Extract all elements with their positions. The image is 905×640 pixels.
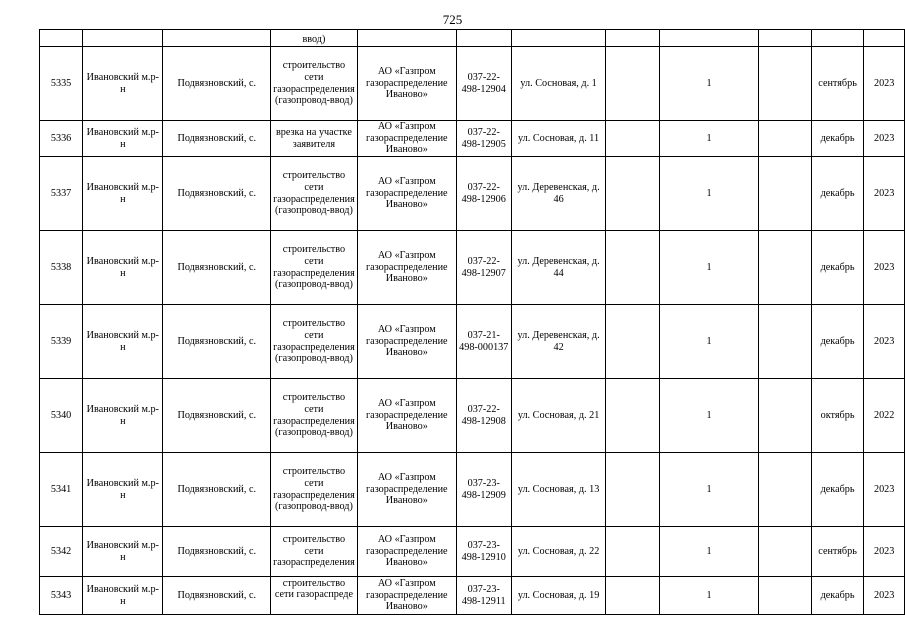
code-text: 037-22-498-12904 — [461, 71, 506, 95]
month-text: декабрь — [820, 483, 855, 495]
organization-text: АО «Газпром газораспределение Иваново» — [366, 398, 448, 433]
cell-empty — [606, 527, 659, 577]
table-body — [40, 30, 905, 615]
cell-address — [511, 379, 606, 453]
work-type-text: строительство сети газораспределения (газопровод-ввод) — [273, 392, 355, 439]
cell-empty — [759, 379, 811, 453]
work-type-text: ввод) — [302, 33, 326, 45]
cell-organization — [357, 47, 456, 121]
work-type-text: строительство сети газораспределения (газопровод-ввод) — [273, 244, 355, 291]
organization-text: АО «Газпром газораспределение Иваново» — [366, 472, 448, 507]
cell-empty — [606, 121, 659, 157]
work-type-text: строительство сети газораспределения (газопровод-ввод) — [273, 170, 355, 217]
cell-quantity — [659, 527, 759, 577]
quantity-text: 1 — [706, 483, 712, 495]
district-text: Ивановский м.р-н — [86, 539, 159, 563]
cell-organization — [357, 121, 456, 157]
district-text: Ивановский м.р-н — [86, 126, 159, 150]
month-text: декабрь — [820, 187, 855, 199]
cell-year — [864, 453, 905, 527]
cell-code — [456, 527, 511, 577]
cell-quantity — [659, 305, 759, 379]
cell-organization — [357, 527, 456, 577]
cell-organization — [357, 305, 456, 379]
cell-empty — [864, 30, 905, 47]
cell-organization — [357, 231, 456, 305]
locality-text: Подвязновский, с. — [177, 483, 257, 495]
table-row-continued — [40, 30, 905, 47]
organization-text: АО «Газпром газораспределение Иваново» — [366, 250, 448, 285]
month-text: декабрь — [820, 132, 855, 144]
cell-quantity — [659, 453, 759, 527]
cell-organization — [357, 453, 456, 527]
cell-empty — [83, 30, 163, 47]
work-type-text: строительство сети газораспределения (газопровод-ввод) — [273, 318, 355, 365]
cell-work-type — [271, 577, 358, 615]
cell-organization — [357, 157, 456, 231]
cell-code — [456, 231, 511, 305]
cell-code — [456, 379, 511, 453]
cell-year — [864, 305, 905, 379]
code-text: 037-23-498-12911 — [461, 583, 506, 607]
cell-number — [40, 231, 83, 305]
page-number: 725 — [442, 12, 463, 27]
cell-work-type — [271, 527, 358, 577]
year-text: 2023 — [873, 483, 895, 495]
cell-month — [811, 527, 864, 577]
locality-text: Подвязновский, с. — [177, 132, 257, 144]
cell-address — [511, 47, 606, 121]
cell-year — [864, 121, 905, 157]
cell-year — [864, 231, 905, 305]
registry-table — [39, 29, 905, 615]
number-text: 5339 — [50, 335, 72, 347]
work-type-text: строительство сети газораспределения (газопровод-ввод) — [273, 466, 355, 513]
cell-district — [83, 453, 163, 527]
cell-address — [511, 157, 606, 231]
number-text: 5342 — [50, 545, 72, 557]
quantity-text: 1 — [706, 589, 712, 601]
work-type-text: строительство сети газораспределения (газопровод-ввод) — [273, 60, 355, 107]
cell-locality — [163, 305, 271, 379]
code-text: 037-22-498-12908 — [461, 403, 506, 427]
work-type-text: врезка на участке заявителя — [275, 126, 352, 150]
table-row — [40, 157, 905, 231]
year-text: 2022 — [873, 409, 895, 421]
cell-work-type — [271, 305, 358, 379]
table-row — [40, 231, 905, 305]
cell-locality — [163, 379, 271, 453]
code-text: 037-23-498-12909 — [461, 477, 506, 501]
locality-text: Подвязновский, с. — [177, 261, 257, 273]
code-text: 037-22-498-12906 — [461, 181, 506, 205]
cell-empty — [759, 30, 811, 47]
cell-address — [511, 231, 606, 305]
number-text: 5343 — [50, 589, 72, 601]
cell-empty — [606, 157, 659, 231]
address-text: ул. Сосновая, д. 19 — [517, 589, 600, 601]
locality-text: Подвязновский, с. — [177, 77, 257, 89]
cell-address — [511, 453, 606, 527]
cell-empty — [759, 47, 811, 121]
code-text: 037-22-498-12905 — [461, 126, 506, 150]
cell-locality — [163, 121, 271, 157]
cell-code — [456, 121, 511, 157]
cell-locality — [163, 157, 271, 231]
cell-month — [811, 453, 864, 527]
cell-number — [40, 577, 83, 615]
cell-address — [511, 527, 606, 577]
cell-empty — [759, 121, 811, 157]
cell-year — [864, 527, 905, 577]
cell-locality — [163, 527, 271, 577]
cell-empty — [759, 453, 811, 527]
cell-month — [811, 121, 864, 157]
work-type-text: строительство сети газораспреде — [274, 577, 353, 601]
month-text: октябрь — [820, 409, 855, 421]
cell-work-type — [271, 30, 358, 47]
cell-locality — [163, 47, 271, 121]
cell-number — [40, 121, 83, 157]
cell-address — [511, 305, 606, 379]
cell-year — [864, 577, 905, 615]
cell-district — [83, 527, 163, 577]
cell-month — [811, 379, 864, 453]
organization-text: АО «Газпром газораспределение Иваново» — [366, 578, 448, 613]
organization-text: АО «Газпром газораспределение Иваново» — [366, 121, 448, 156]
cell-month — [811, 47, 864, 121]
cell-empty — [606, 453, 659, 527]
cell-empty — [759, 157, 811, 231]
cell-district — [83, 577, 163, 615]
cell-quantity — [659, 47, 759, 121]
number-text: 5340 — [50, 409, 72, 421]
cell-district — [83, 47, 163, 121]
year-text: 2023 — [873, 589, 895, 601]
cell-number — [40, 453, 83, 527]
cell-month — [811, 231, 864, 305]
cell-number — [40, 305, 83, 379]
month-text: декабрь — [820, 589, 855, 601]
table-row-partial — [40, 577, 905, 615]
locality-text: Подвязновский, с. — [177, 187, 257, 199]
cell-year — [864, 157, 905, 231]
cell-quantity — [659, 121, 759, 157]
number-text: 5338 — [50, 261, 72, 273]
cell-empty — [759, 305, 811, 379]
cell-district — [83, 305, 163, 379]
organization-text: АО «Газпром газораспределение Иваново» — [366, 66, 448, 101]
cell-code — [456, 157, 511, 231]
address-text: ул. Сосновая, д. 21 — [517, 409, 600, 421]
year-text: 2023 — [873, 335, 895, 347]
cell-empty — [40, 30, 83, 47]
code-text: 037-21-498-000137 — [459, 329, 509, 353]
cell-number — [40, 157, 83, 231]
year-text: 2023 — [873, 261, 895, 273]
locality-text: Подвязновский, с. — [177, 335, 257, 347]
cell-empty — [163, 30, 271, 47]
address-text: ул. Сосновая, д. 11 — [518, 132, 600, 144]
quantity-text: 1 — [706, 187, 712, 199]
cell-empty — [606, 47, 659, 121]
district-text: Ивановский м.р-н — [86, 255, 159, 279]
cell-work-type — [271, 157, 358, 231]
organization-text: АО «Газпром газораспределение Иваново» — [366, 534, 448, 569]
cell-month — [811, 577, 864, 615]
cell-work-type — [271, 379, 358, 453]
cell-empty — [606, 305, 659, 379]
month-text: сентябрь — [818, 545, 857, 557]
cell-code — [456, 47, 511, 121]
cell-code — [456, 453, 511, 527]
month-text: сентябрь — [818, 77, 857, 89]
address-text: ул. Сосновая, д. 1 — [520, 77, 597, 89]
address-text: ул. Деревенская, д. 46 — [517, 181, 600, 205]
cell-code — [456, 305, 511, 379]
address-text: ул. Сосновая, д. 22 — [517, 545, 600, 557]
cell-empty — [456, 30, 511, 47]
locality-text: Подвязновский, с. — [177, 589, 257, 601]
cell-number — [40, 379, 83, 453]
work-type-text: строительство сети газораспределения — [273, 534, 355, 569]
locality-text: Подвязновский, с. — [177, 545, 257, 557]
cell-empty — [659, 30, 759, 47]
address-text: ул. Деревенская, д. 44 — [517, 255, 600, 279]
quantity-text: 1 — [706, 545, 712, 557]
cell-empty — [811, 30, 864, 47]
cell-year — [864, 379, 905, 453]
table-row — [40, 527, 905, 577]
number-text: 5335 — [50, 77, 72, 89]
number-text: 5337 — [50, 187, 72, 199]
cell-organization — [357, 577, 456, 615]
cell-locality — [163, 577, 271, 615]
locality-text: Подвязновский, с. — [177, 409, 257, 421]
cell-empty — [511, 30, 606, 47]
number-text: 5336 — [50, 132, 72, 144]
cell-quantity — [659, 379, 759, 453]
district-text: Ивановский м.р-н — [86, 181, 159, 205]
cell-empty — [606, 231, 659, 305]
number-text: 5341 — [50, 483, 72, 495]
year-text: 2023 — [873, 132, 895, 144]
cell-empty — [759, 577, 811, 615]
code-text: 037-23-498-12910 — [461, 539, 506, 563]
cell-number — [40, 527, 83, 577]
cell-empty — [606, 379, 659, 453]
quantity-text: 1 — [706, 261, 712, 273]
cell-work-type — [271, 453, 358, 527]
table-row — [40, 453, 905, 527]
district-text: Ивановский м.р-н — [86, 71, 159, 95]
table-row — [40, 47, 905, 121]
cell-work-type — [271, 121, 358, 157]
cell-empty — [759, 527, 811, 577]
cell-locality — [163, 231, 271, 305]
cell-district — [83, 121, 163, 157]
district-text: Ивановский м.р-н — [86, 477, 159, 501]
month-text: декабрь — [820, 335, 855, 347]
cell-month — [811, 157, 864, 231]
code-text: 037-22-498-12907 — [461, 255, 506, 279]
cell-district — [83, 231, 163, 305]
cell-district — [83, 379, 163, 453]
address-text: ул. Деревенская, д. 42 — [517, 329, 600, 353]
year-text: 2023 — [873, 77, 895, 89]
cell-quantity — [659, 577, 759, 615]
district-text: Ивановский м.р-н — [86, 583, 159, 607]
address-text: ул. Сосновая, д. 13 — [517, 483, 600, 495]
cell-quantity — [659, 231, 759, 305]
district-text: Ивановский м.р-н — [86, 329, 159, 353]
cell-address — [511, 121, 606, 157]
cell-code — [456, 577, 511, 615]
cell-work-type — [271, 231, 358, 305]
year-text: 2023 — [873, 545, 895, 557]
quantity-text: 1 — [706, 77, 712, 89]
organization-text: АО «Газпром газораспределение Иваново» — [366, 176, 448, 211]
organization-text: АО «Газпром газораспределение Иваново» — [366, 324, 448, 359]
cell-organization — [357, 379, 456, 453]
cell-empty — [759, 231, 811, 305]
cell-year — [864, 47, 905, 121]
cell-address — [511, 577, 606, 615]
table-row — [40, 121, 905, 157]
cell-empty — [357, 30, 456, 47]
table-row — [40, 305, 905, 379]
cell-empty — [606, 30, 659, 47]
quantity-text: 1 — [706, 409, 712, 421]
cell-empty — [606, 577, 659, 615]
month-text: декабрь — [820, 261, 855, 273]
cell-month — [811, 305, 864, 379]
cell-district — [83, 157, 163, 231]
cell-locality — [163, 453, 271, 527]
quantity-text: 1 — [706, 335, 712, 347]
cell-number — [40, 47, 83, 121]
year-text: 2023 — [873, 187, 895, 199]
table-row — [40, 379, 905, 453]
quantity-text: 1 — [706, 132, 712, 144]
cell-quantity — [659, 157, 759, 231]
cell-work-type — [271, 47, 358, 121]
district-text: Ивановский м.р-н — [86, 403, 159, 427]
